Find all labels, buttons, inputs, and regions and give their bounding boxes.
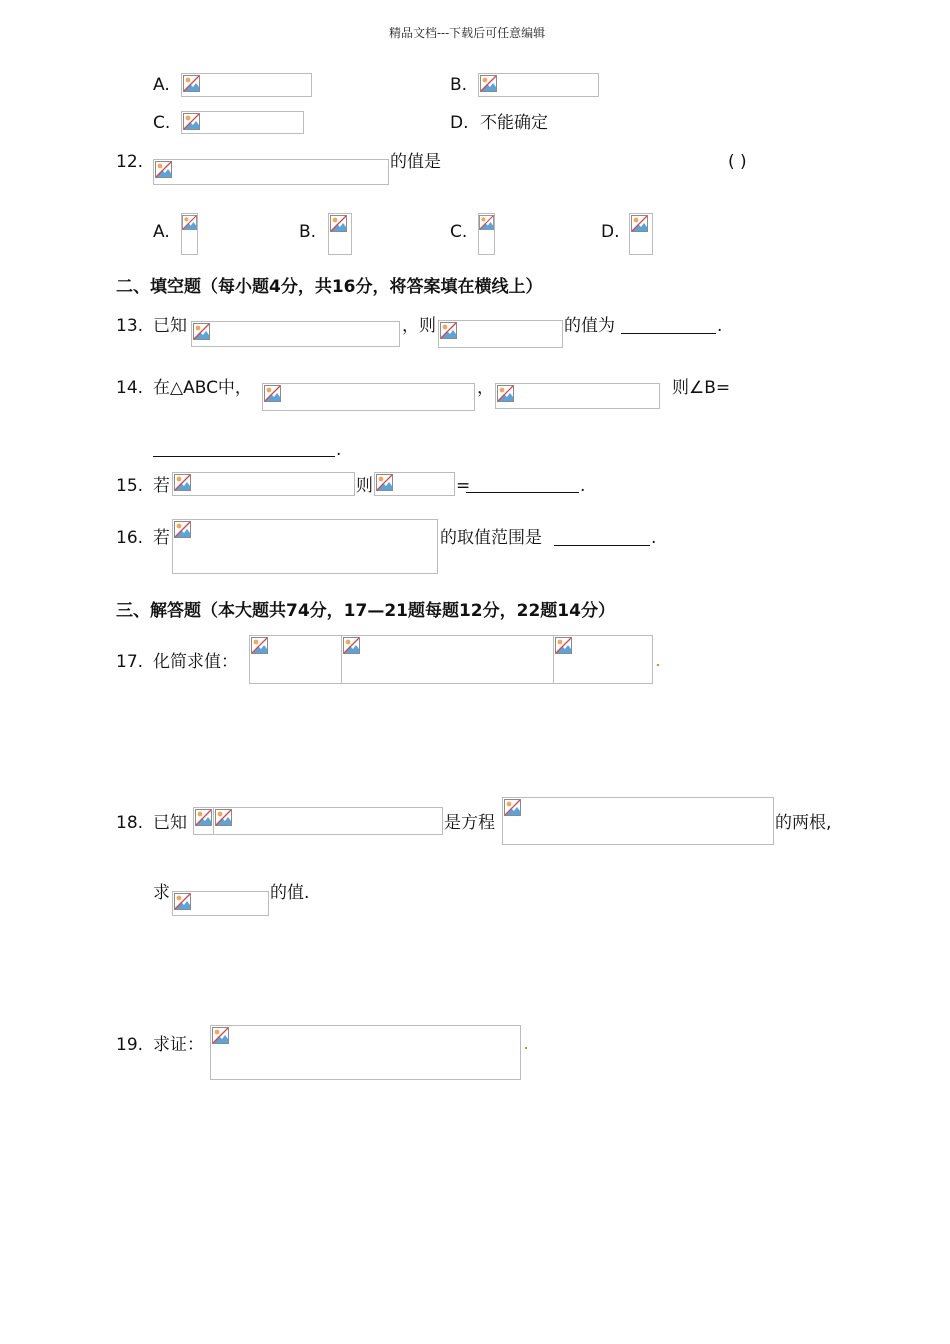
section-2-heading: 二、填空题（每小题4分，共16分，将答案填在横线上） bbox=[116, 277, 543, 297]
q18-line2-post-text: 的值. bbox=[270, 883, 310, 903]
q15-answer-blank bbox=[466, 492, 579, 493]
q14-number: 14. bbox=[116, 378, 144, 398]
q11-option-b-label: B. bbox=[450, 75, 468, 95]
q15-end-dot: . bbox=[580, 476, 586, 496]
q14-post-text: 则∠B= bbox=[672, 378, 731, 398]
q19-number: 19. bbox=[116, 1035, 144, 1055]
q13-number: 13. bbox=[116, 316, 144, 336]
q17-end-mark bbox=[657, 664, 659, 666]
q14-first-formula-image bbox=[262, 383, 475, 411]
q12-number: 12. bbox=[116, 152, 144, 172]
q12-formula-image bbox=[153, 159, 389, 185]
q17-formula-image-3 bbox=[553, 635, 653, 684]
q15-given-formula-image bbox=[172, 472, 355, 496]
q14-comma: ， bbox=[477, 378, 494, 398]
broken-image-icon bbox=[195, 809, 212, 826]
q18-number: 18. bbox=[116, 813, 144, 833]
q19-end-mark bbox=[525, 1047, 527, 1049]
q11-option-a-label: A. bbox=[153, 75, 170, 95]
q12-stem-text: 的值是 bbox=[390, 152, 441, 172]
q19-formula-image bbox=[210, 1025, 521, 1080]
q18-post-text: 的两根, bbox=[775, 813, 832, 833]
q17-formula-image-2 bbox=[341, 635, 554, 684]
q13-given-formula-image bbox=[191, 321, 400, 347]
q12-option-a-label: A. bbox=[153, 222, 170, 242]
broken-image-icon bbox=[376, 474, 393, 491]
broken-image-icon bbox=[212, 1027, 229, 1044]
q13-pre-text: 已知 bbox=[153, 316, 187, 336]
q15-number: 15. bbox=[116, 476, 144, 496]
broken-image-icon bbox=[183, 113, 200, 130]
broken-image-icon bbox=[183, 75, 200, 92]
q14-pre-text: 在△ABC中， bbox=[153, 378, 252, 398]
broken-image-icon bbox=[330, 215, 347, 232]
q12-option-d-label: D. bbox=[601, 222, 620, 242]
page-header: 精品文档---下载后可任意编辑 bbox=[389, 26, 546, 40]
broken-image-icon bbox=[440, 322, 457, 339]
q12-option-b-label: B. bbox=[299, 222, 317, 242]
broken-image-icon bbox=[504, 799, 521, 816]
q18-pre-text: 已知 bbox=[153, 813, 187, 833]
broken-image-icon bbox=[182, 215, 197, 230]
broken-image-icon bbox=[174, 474, 191, 491]
q15-equals: = bbox=[456, 476, 471, 496]
q17-number: 17. bbox=[116, 652, 144, 672]
q18-target-formula-image bbox=[172, 891, 269, 916]
q16-pre-text: 若 bbox=[153, 528, 170, 548]
q12-answer-paren: ( ) bbox=[728, 152, 747, 172]
q18-var-formula-image bbox=[193, 807, 214, 835]
q18-mid-text: 是方程 bbox=[444, 813, 495, 833]
q12-option-b-formula-image bbox=[328, 213, 352, 255]
section-3-heading: 三、解答题（本大题共74分，17—21题每题12分，22题14分） bbox=[116, 601, 615, 621]
q18-line2-pre-text: 求 bbox=[153, 883, 170, 903]
q13-mid-text: ，则 bbox=[402, 316, 436, 336]
q14-end-dot: . bbox=[336, 440, 342, 460]
q17-formula-image-1 bbox=[249, 635, 342, 684]
q11-option-b-formula-image bbox=[478, 73, 599, 97]
q12-option-c-label: C. bbox=[450, 222, 468, 242]
broken-image-icon bbox=[193, 323, 210, 340]
q14-second-formula-image bbox=[495, 383, 660, 409]
q16-post-text: 的取值范围是 bbox=[440, 528, 542, 548]
q16-number: 16. bbox=[116, 528, 144, 548]
q17-pre-text: 化简求值： bbox=[153, 652, 238, 672]
q15-pre-text: 若 bbox=[153, 476, 170, 496]
broken-image-icon bbox=[343, 637, 360, 654]
q13-answer-blank bbox=[621, 333, 716, 334]
q18-equation-formula-image bbox=[502, 797, 774, 845]
broken-image-icon bbox=[480, 75, 497, 92]
broken-image-icon bbox=[174, 893, 191, 910]
broken-image-icon bbox=[215, 809, 232, 826]
broken-image-icon bbox=[251, 637, 268, 654]
q11-option-d-text: 不能确定 bbox=[480, 113, 548, 133]
q15-target-formula-image bbox=[374, 472, 455, 496]
q11-option-d-label: D. bbox=[450, 113, 469, 133]
q13-end-dot: . bbox=[717, 316, 723, 336]
q12-option-a-formula-image bbox=[181, 213, 198, 255]
q12-option-c-formula-image bbox=[478, 213, 495, 255]
q11-option-a-formula-image bbox=[181, 73, 312, 97]
broken-image-icon bbox=[555, 637, 572, 654]
q19-pre-text: 求证： bbox=[153, 1035, 204, 1055]
q16-answer-blank bbox=[554, 545, 650, 546]
q12-option-d-formula-image bbox=[629, 213, 653, 255]
q16-end-dot: . bbox=[651, 528, 657, 548]
broken-image-icon bbox=[155, 161, 172, 178]
q14-answer-blank bbox=[153, 456, 335, 457]
q11-option-c-formula-image bbox=[181, 111, 304, 134]
broken-image-icon bbox=[497, 385, 514, 402]
q15-mid-text: 则 bbox=[356, 476, 373, 496]
broken-image-icon bbox=[631, 215, 648, 232]
q18-roots-formula-image bbox=[213, 807, 443, 835]
broken-image-icon bbox=[479, 215, 494, 230]
q16-formula-image bbox=[172, 519, 438, 574]
q11-option-c-label: C. bbox=[153, 113, 171, 133]
q13-target-formula-image bbox=[438, 320, 563, 348]
q13-post-text: 的值为 bbox=[564, 316, 615, 336]
broken-image-icon bbox=[174, 521, 191, 538]
broken-image-icon bbox=[264, 385, 281, 402]
